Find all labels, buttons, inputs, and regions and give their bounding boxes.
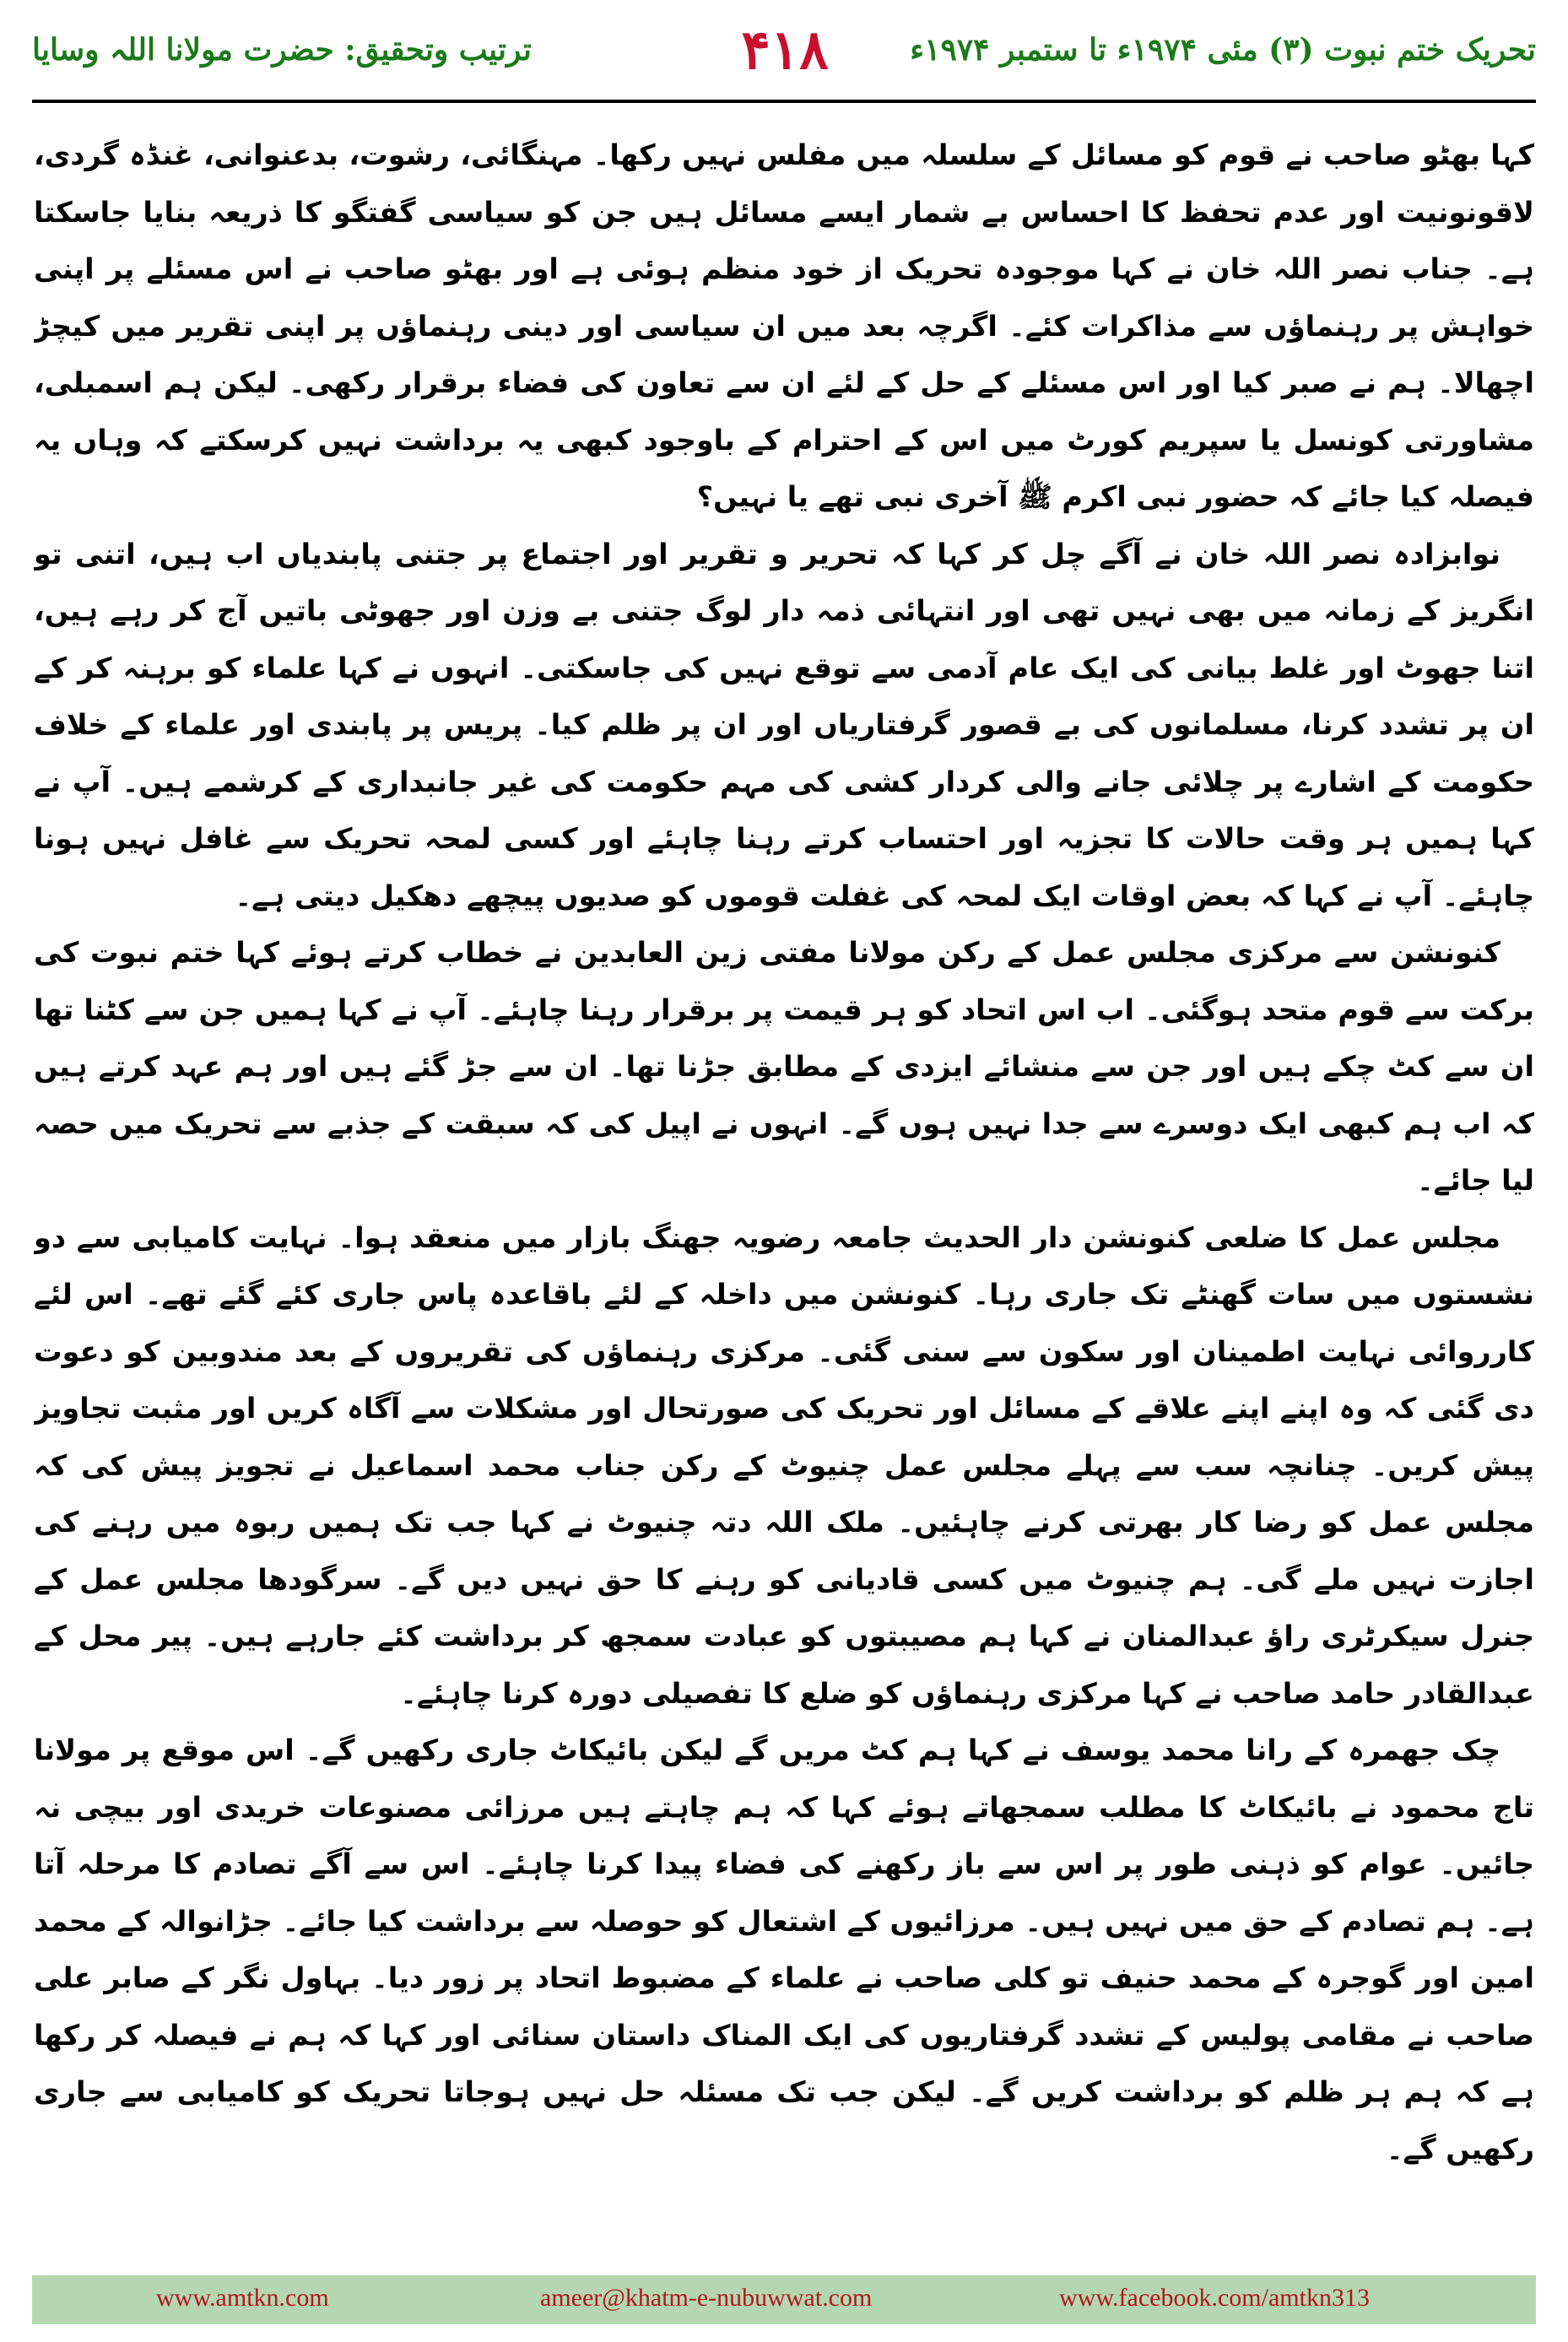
paragraph-4: مجلس عمل کا ضلعی کنونشن دار الحدیث جامعہ رضویہ جھنگ بازار میں منعقد ہوا۔ نہایت کامیابی سے دو نشستوں میں سات گھنٹے تک جاری رہا۔ کنونشن میں داخلہ کے لئے باقاعدہ پاس جاری کئے گئے تھے۔ اس لئے کارروائی نہایت اطمینان اور سکون سے سنی گئی۔ مرکزی رہنماؤں کی تقریروں کے بعد مندوبین کو دعوت دی گئی کہ وہ اپنے اپنے علاقے کے مسائل اور تحریک کی صورتحال اور مشکلات سے آگاہ کریں اور مثبت تجاویز پیش کریں۔ چنانچہ سب سے پہلے مجلس عمل چنیوٹ کے رکن جناب محمد اسماعیل نے تجویز پیش کی کہ مجلس عمل کو رضا کار بھرتی کرنے چاہئیں۔ ملک اللہ دتہ چنیوٹ نے کہا جب تک ہمیں ربوہ میں رہنے کی اجازت نہیں ملے گی۔ ہم چنیوٹ میں کسی قادیانی کو رہنے کا حق نہیں دیں گے۔ سرگودھا مجلس عمل کے جنرل سیکرٹری راؤ عبدالمنان نے کہا ہم مصیبتوں کو عبادت سمجھ کر برداشت کئے جارہے ہیں۔ پیر محل کے عبدالقادر حامد صاحب نے کہا مرکزی رہنماؤں کو ضلع کا تفصیلی دورہ کرنا چاہئے۔ [34,1220,1534,1710]
page-body [34,127,1534,2237]
footer-email-link[interactable]: ameer@khatm-e-nubuwwat.com [540,2284,873,2312]
paragraph-5: چک جھمرہ کے رانا محمد یوسف نے کہا ہم کٹ مریں گے لیکن بائیکاٹ جاری رکھیں گے۔ اس موقع پر مولانا تاج محمود نے بائیکاٹ کا مطلب سمجھاتے ہوئے کہا کہ ہم چاہتے ہیں مرزائی مصنوعات خریدی اور بیچی نہ جائیں۔ عوام کو ذہنی طور پر اس سے باز رکھنے کی فضاء پیدا کرنا چاہئے۔ اس سے آگے تصادم کا مرحلہ آتا ہے۔ ہم تصادم کے حق میں نہیں ہیں۔ مرزائیوں کے اشتعال کو حوصلہ سے برداشت کیا جائے۔ جڑانوالہ کے محمد امین اور گوجرہ کے محمد حنیف تو کلی صاحب نے علماء کے مضبوط اتحاد پر زور دیا۔ بہاول نگر کے صابر علی صاحب نے مقامی پولیس کے تشدد گرفتاریوں کی ایک المناک داستان سنائی اور کہا کہ ہم نے فیصلہ کر رکھا ہے کہ ہم ہر ظلم کو برداشت کریں گے۔ لیکن جب تک مسئلہ حل نہیں ہوجاتا تحریک کو کامیابی سے جاری رکھیں گے۔ [34,1734,1534,2166]
header-divider [32,100,1536,103]
page-number: ۴۱۸ [741,19,829,82]
header-book-title: تحریک ختم نبوت (۳) مئی ۱۹۷۴ء تا ستمبر ۱۹۷۴ء [910,32,1536,68]
paragraph-1: کہا بھٹو صاحب نے قوم کو مسائل کے سلسلہ میں مفلس نہیں رکھا۔ مہنگائی، رشوت، بدعنوانی، غنڈہ گردی، لاقونونیت اور عدم تحفظ کا احساس بے شمار ایسے مسائل ہیں جن کو سیاسی گفتگو کا ذریعہ بنایا جاسکتا ہے۔ جناب نصر اللہ خان نے کہا موجودہ تحریک از خود منظم ہوئی ہے اور بھٹو صاحب نے اس مسئلے پر اپنی خواہش پر رہنماؤں سے مذاکرات کئے۔ اگرچہ بعد میں ان سیاسی اور دینی رہنماؤں پر اپنی تقریر میں کیچڑ اچھالا۔ ہم نے صبر کیا اور اس مسئلے کے حل کے لئے ان سے تعاون کی فضاء برقرار رکھی۔ لیکن ہم اسمبلی، مشاورتی کونسل یا سپریم کورٹ میں اس کے احترام کے باوجود کبھی یہ برداشت نہیں کرسکتے کہ وہاں یہ فیصلہ کیا جائے کہ حضور نبی اکرم ﷺ آخری نبی تھے یا نہیں؟ [34,138,1534,513]
page-footer [0,2275,1568,2342]
header-compiler-credit: ترتیب وتحقیق: حضرت مولانا اللہ وسایا [32,32,532,68]
footer-website-link[interactable]: www.amtkn.com [156,2284,329,2312]
page-header [0,0,1568,105]
footer-facebook-link[interactable]: www.facebook.com/amtkn313 [1059,2284,1370,2312]
paragraph-2: نوابزادہ نصر اللہ خان نے آگے چل کر کہا کہ تحریر و تقریر اور اجتماع پر جتنی پابندیاں اب ہیں، اتنی تو انگریز کے زمانہ میں بھی نہیں تھی اور انتہائی ذمہ دار لوگ جتنی بے وزن اور جھوٹی باتیں آج کر رہے ہیں، اتنا جھوٹ اور غلط بیانی کی ایک عام آدمی سے توقع نہیں کی جاسکتی۔ انہوں نے کہا علماء کو برہنہ کر کے ان پر تشدد کرنا، مسلمانوں کی بے قصور گرفتاریاں اور ان پر ظلم کیا۔ پریس پر پابندی اور علماء کے خلاف حکومت کے اشارے پر چلائی جانے والی کردار کشی کی مہم حکومت کی غیر جانبداری کے کرشمے ہیں۔ آپ نے کہا ہمیں ہر وقت حالات کا تجزیہ اور احتساب کرتے رہنا چاہئے اور کسی لمحہ تحریک سے غافل نہیں ہونا چاہئے۔ آپ نے کہا کہ بعض اوقات ایک لمحہ کی غفلت قوموں کو صدیوں پیچھے دھکیل دیتی ہے۔ [34,537,1534,912]
paragraph-3: کنونشن سے مرکزی مجلس عمل کے رکن مولانا مفتی زین العابدین نے خطاب کرتے ہوئے کہا ختم نبوت کی برکت سے قوم متحد ہوگئی۔ اب اس اتحاد کو ہر قیمت پر برقرار رہنا چاہئے۔ آپ نے کہا ہمیں جن سے کٹنا تھا ان سے کٹ چکے ہیں اور جن سے منشائے ایزدی کے مطابق جڑنا تھا۔ ان سے جڑ گئے ہیں اور ہم عہد کرتے ہیں کہ اب ہم کبھی ایک دوسرے سے جدا نہیں ہوں گے۔ انہوں نے اپیل کی کہ سبقت کے جذبے سے تحریک میں حصہ لیا جائے۔ [34,936,1534,1197]
